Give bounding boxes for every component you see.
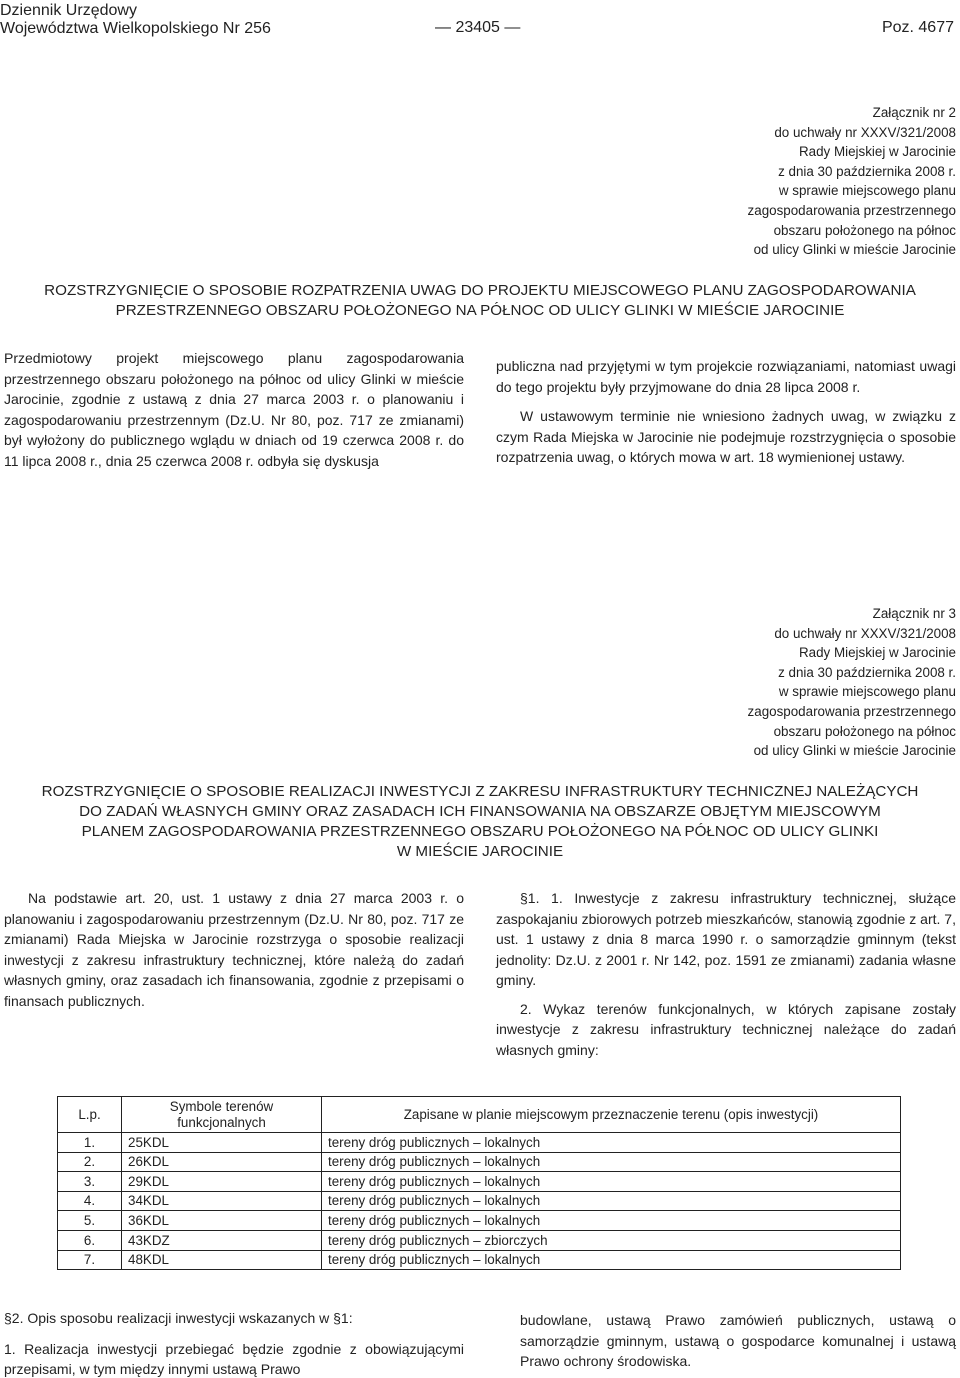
title-line: ROZSTRZYGNIĘCIE O SPOSOBIE REALIZACJI INWESTYCJI Z ZAKRESU INFRASTRUKTURY TECHNICZNEJ NALEŻĄCYCH [41,783,919,800]
cell-symbol: 36KDL [122,1211,322,1231]
cell-description: tereny dróg publicznych – lokalnych [322,1250,901,1270]
paragraph: Na podstawie art. 20, ust. 1 ustawy z dnia 27 marca 2003 r. o planowaniu i zagospodarowaniu przestrzennym (Dz.U. Nr 80, poz. 717 ze zmianami) Rada Miejska w Jarocinie rozstrzyga o sposobie realizacji inwestycji z zakresu infrastruktury technicznej, które należą do zadań własnych gminy, oraz zasadach ich finansowania, zgodnie z przepisami o finansach publicznych. [4,890,464,1009]
cell-symbol: 25KDL [122,1133,322,1153]
cell-description: tereny dróg publicznych – lokalnych [322,1211,901,1231]
paragraph: 1. Realizacja inwestycji przebiegać będzie zgodnie z obowiązującymi przepisami, w tym między innymi ustawą Prawo [4,1340,464,1377]
table-row [58,1250,901,1270]
paragraph: §2. Opis sposobu realizacji inwestycji wskazanych w §1: [4,1310,353,1326]
title-line: ROZSTRZYGNIĘCIE O SPOSOBIE ROZPATRZENIA UWAG DO PROJEKTU MIEJSCOWEGO PLANU ZAGOSPODAROWANIA [44,282,916,299]
page-number: — 23405 — [435,19,521,36]
paragraph: 2. Wykaz terenów funkcjonalnych, w których zapisane zostały inwestycje z zakresu infrastruktury technicznej należące do zadań własnych gminy: [496,1000,956,1058]
cell-lp: 3. [58,1172,122,1192]
paragraph: Przedmiotowy projekt miejscowego planu zagospodarowania przestrzennego obszaru położonego na północ od ulicy Glinki w mieście Jarocinie, zgodnie z ustawą z dnia 27 marca 2003 r. o planowaniu i zagospodarowaniu przestrzennym (Dz.U. Nr 80, poz. 717 ze zmianami) był wyłożony do publicznego wglądu w dniach od 19 czerwca 2008 r. do 11 lipca 2008 r., dnia 25 czerwca 2008 r. odbyła się dyskusja [4,350,464,469]
column-header-lp: L.p. [58,1097,122,1133]
table-header-row [58,1097,901,1133]
section-1-left-column [4,348,464,471]
annex-line: od ulicy Glinki w mieście Jarocinie [753,242,956,258]
title-line: PLANEM ZAGOSPODAROWANIA PRZESTRZENNEGO OBSZARU POŁOŻONEGO NA PÓŁNOC OD ULICY GLINKI [81,823,879,840]
title-line: DO ZADAŃ WŁASNYCH GMINY ORAZ ZASADACH ICH FINANSOWANIA NA OBSZARZE OBJĘTYM MIEJSCOWYM [79,803,881,820]
cell-lp: 6. [58,1230,122,1250]
annex-line: Rady Miejskiej w Jarocinie [798,645,956,661]
cell-lp: 2. [58,1152,122,1172]
cell-description: tereny dróg publicznych – lokalnych [322,1133,901,1153]
annex-3-caption [748,604,956,761]
annex-line: z dnia 30 października 2008 r. [778,163,956,179]
annex-line: obszaru położonego na północ [773,222,956,238]
cell-symbol: 48KDL [122,1250,322,1270]
cell-symbol: 34KDL [122,1191,322,1211]
cell-description: tereny dróg publicznych – zbiorczych [322,1230,901,1250]
cell-symbol: 43KDZ [122,1230,322,1250]
annex-line: Rady Miejskiej w Jarocinie [798,144,956,160]
annex-line: obszaru położonego na północ [773,723,956,739]
annex-2-caption [748,103,956,260]
section-2-right-column [496,888,956,1060]
section-1-right-column [496,356,956,468]
column-header-description: Zapisane w planie miejscowym przeznaczenie terenu (opis inwestycji) [322,1097,901,1133]
section-2-left-column [4,888,464,1011]
section-3-right-column [520,1310,956,1372]
cell-lp: 5. [58,1211,122,1231]
annex-line: od ulicy Glinki w mieście Jarocinie [753,743,956,759]
annex-line: Załącznik nr 2 [872,105,956,120]
annex-line: zagospodarowania przestrzennego [747,202,956,218]
section-1-title [4,281,956,321]
table-row [58,1152,901,1172]
column-header-symbol: Symbole terenów funkcjonalnych [122,1097,322,1133]
title-line: W MIEŚCIE JAROCINIE [396,843,564,860]
annex-line: w sprawie miejscowego planu [778,684,956,700]
annex-line: do uchwały nr XXXV/321/2008 [774,124,956,140]
investments-table [57,1096,901,1270]
table-row [58,1172,901,1192]
cell-lp: 1. [58,1133,122,1153]
annex-line: do uchwały nr XXXV/321/2008 [774,625,956,641]
cell-lp: 4. [58,1191,122,1211]
section-2-title [4,782,956,862]
position-number: Poz. 4677 [881,19,954,36]
table-row [58,1211,901,1231]
journal-header [0,2,271,38]
annex-line: z dnia 30 października 2008 r. [778,664,956,680]
annex-line: Załącznik nr 3 [872,606,956,621]
section-3-left-column [4,1308,464,1378]
annex-line: zagospodarowania przestrzennego [747,703,956,719]
paragraph: budowlane, ustawą Prawo zamówień publicznych, ustawą o samorządzie gminnym, ustawą o gospodarce komunalnej i ustawą Prawo ochrony środowiska. [520,1312,956,1369]
cell-symbol: 26KDL [122,1152,322,1172]
cell-symbol: 29KDL [122,1172,322,1192]
cell-lp: 7. [58,1250,122,1270]
table-row [58,1191,901,1211]
journal-issue: Województwa Wielkopolskiego Nr 256 [0,20,271,37]
paragraph: publiczna nad przyjętymi w tym projekcie rozwiązaniami, natomiast uwagi do tego projektu były przyjmowane do dnia 28 lipca 2008 r. [496,358,956,395]
cell-description: tereny dróg publicznych – lokalnych [322,1191,901,1211]
table-row [58,1133,901,1153]
paragraph: §1. 1. Inwestycje z zakresu infrastruktury technicznej, służące zaspokajaniu zbiorowych potrzeb mieszkańców, stanowią zgodnie z art. 7, ust. 1 ustawy z dnia 8 marca 1990 r. o samorządzie gminnym (tekst jednolity: Dz.U. z 2001 r. Nr 142, poz. 1591 ze zmianami) zadania własne gminy. [496,890,956,988]
cell-description: tereny dróg publicznych – lokalnych [322,1172,901,1192]
cell-description: tereny dróg publicznych – lokalnych [322,1152,901,1172]
table-row [58,1230,901,1250]
paragraph: W ustawowym terminie nie wniesiono żadnych uwag, w związku z czym Rada Miejska w Jarocinie nie podejmuje rozstrzygnięcia o sposobie rozpatrzenia uwag, o których mowa w art. 18 wymienionej ustawy. [496,408,956,465]
annex-line: w sprawie miejscowego planu [778,183,956,199]
title-line: PRZESTRZENNEGO OBSZARU POŁOŻONEGO NA PÓŁNOC OD ULICY GLINKI W MIEŚCIE JAROCINIE [115,302,845,319]
journal-name: Dziennik Urzędowy [0,2,137,19]
